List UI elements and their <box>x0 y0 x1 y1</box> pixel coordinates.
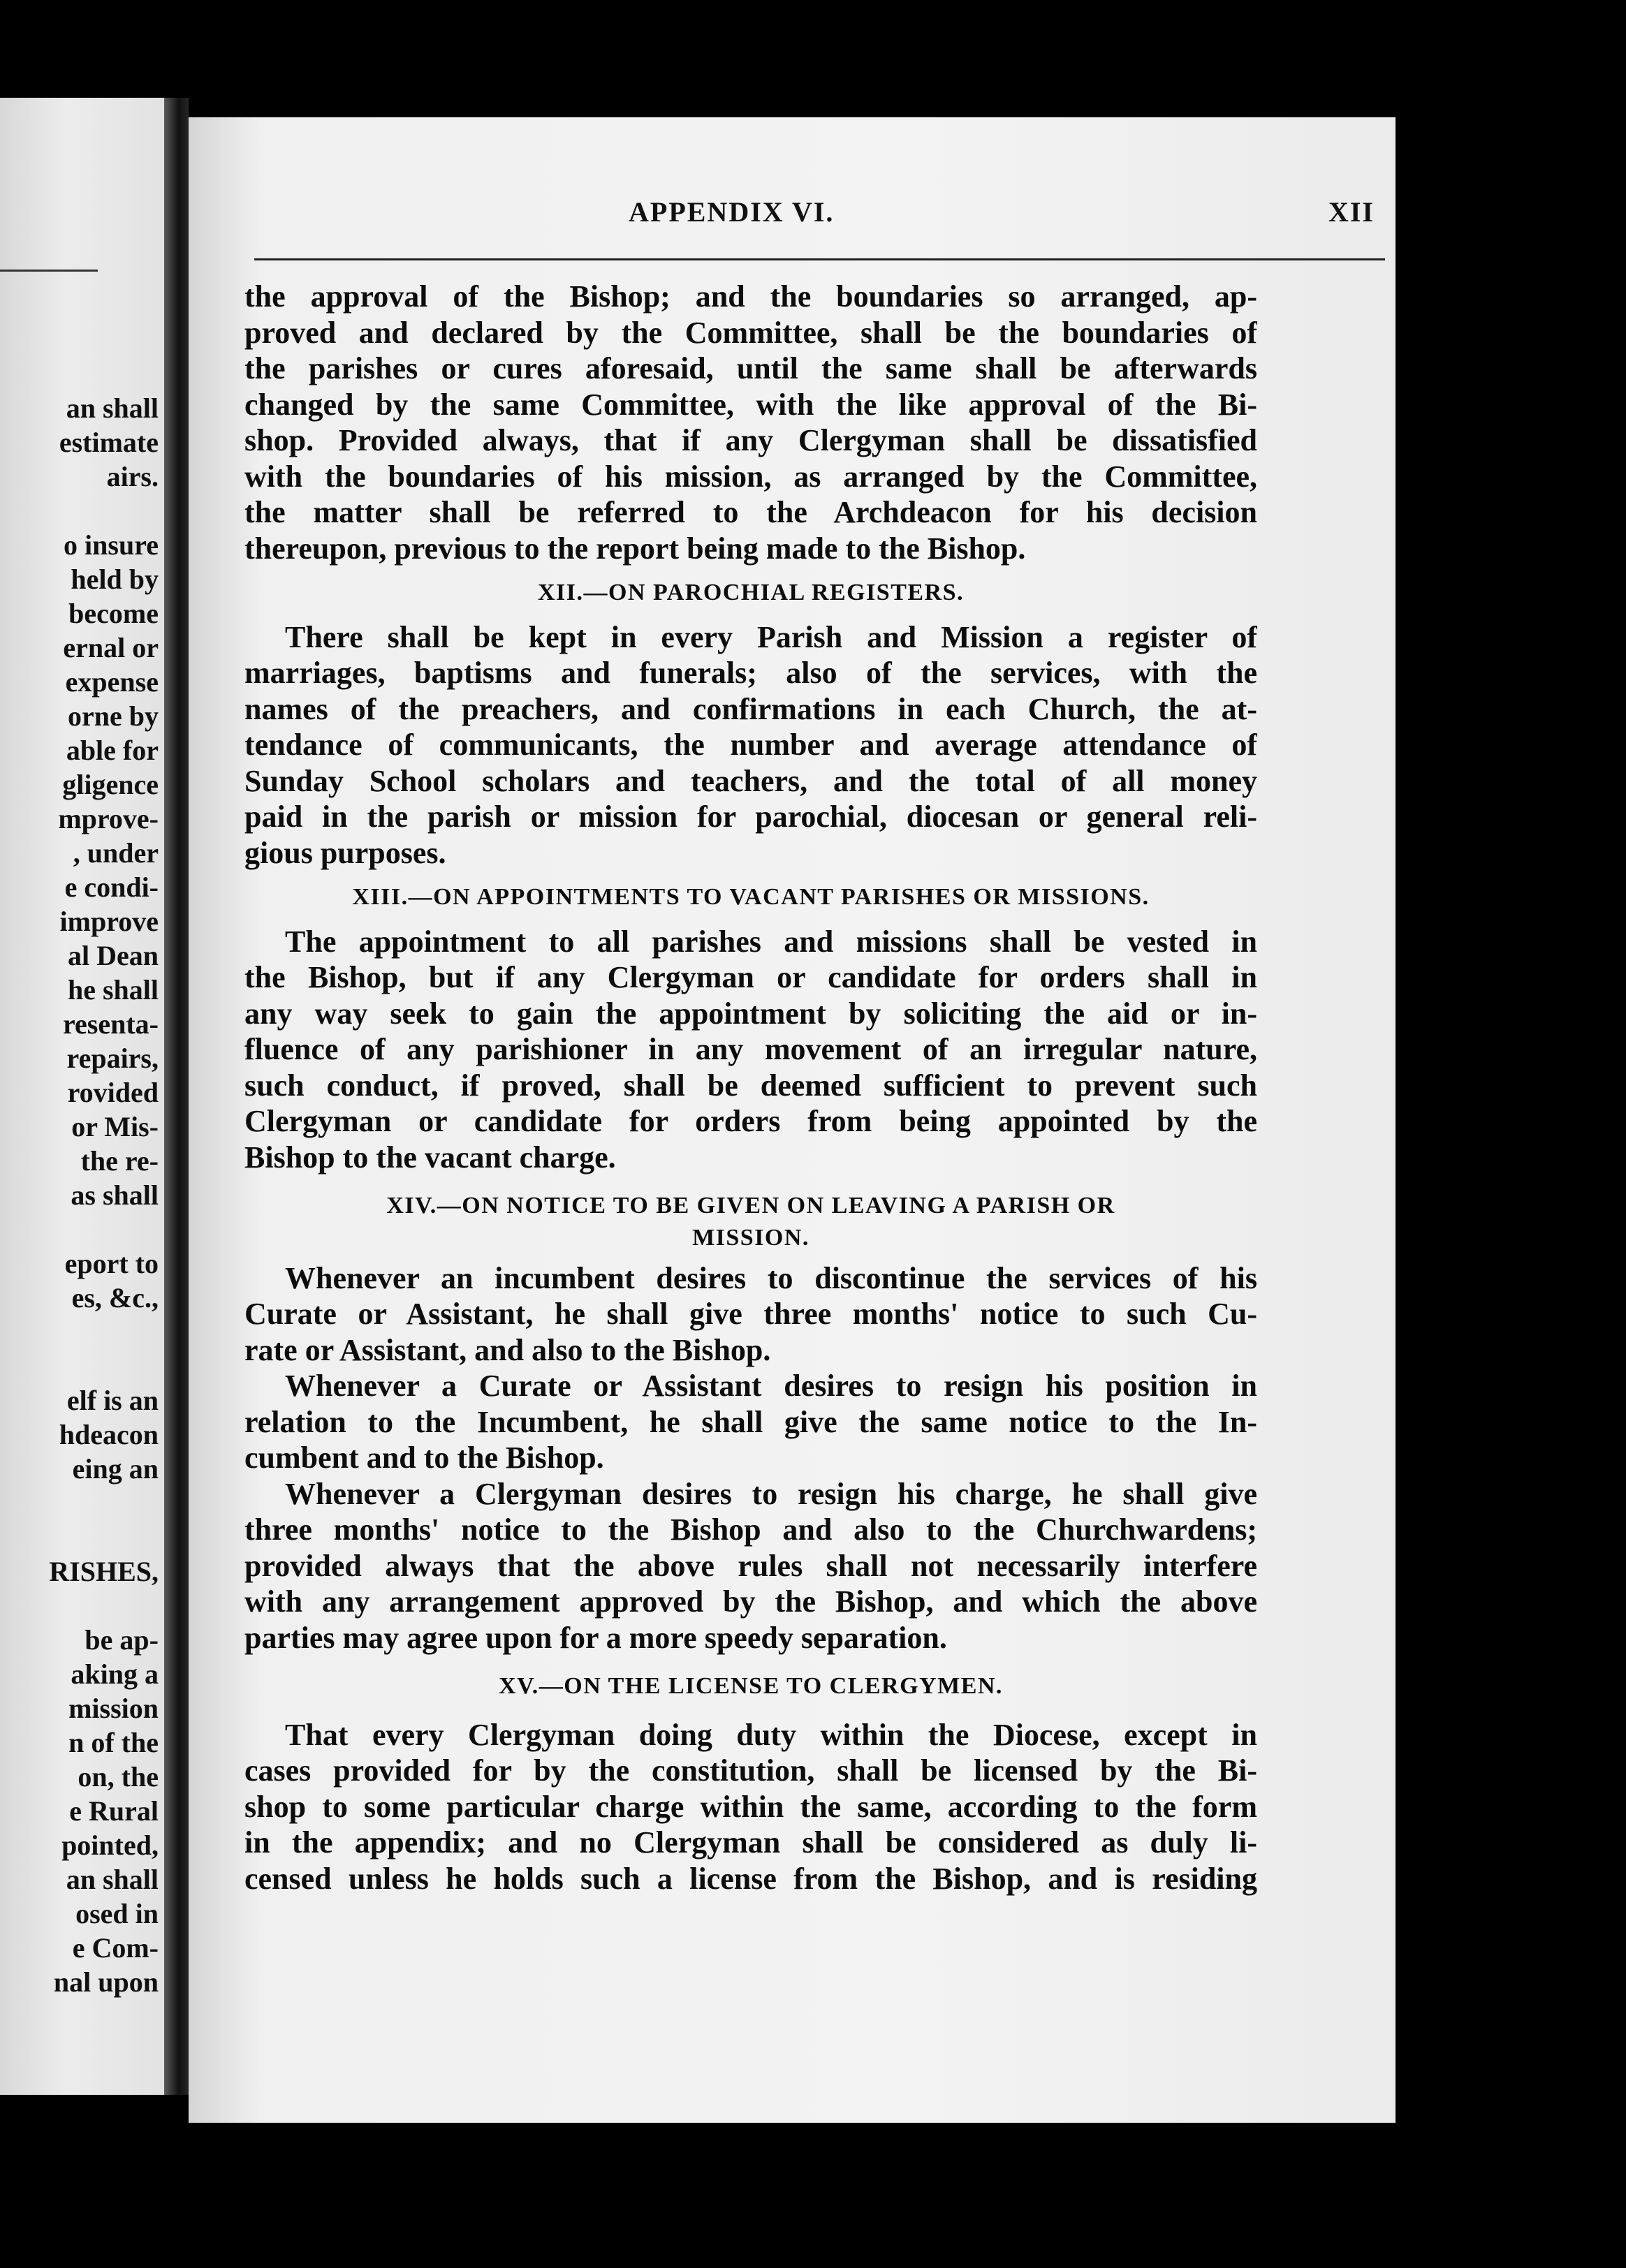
left-page-line: eing an <box>72 1453 159 1485</box>
text-line: the matter shall be referred to the Archdeacon for his decision <box>244 495 1257 529</box>
text-line: with any arrangement approved by the Bishop, and which the above <box>244 1584 1257 1619</box>
left-page-line: an shall <box>66 1864 159 1895</box>
text-line: Sunday School scholars and teachers, and the total of all money <box>244 763 1257 798</box>
paragraph-incumbent-notice <box>244 1260 1257 1369</box>
left-page-line: the re- <box>80 1145 159 1177</box>
text-line: rate or Assistant, and also to the Bishop. <box>244 1332 771 1367</box>
text-line: the approval of the Bishop; and the boundaries so arranged, ap- <box>244 279 1257 314</box>
text-line: There shall be kept in every Parish and Mission a register of <box>285 619 1257 654</box>
paragraph-parochial-registers <box>244 619 1257 871</box>
left-facing-page <box>0 98 164 2095</box>
text-line: paid in the parish or mission for parochial, diocesan or general reli- <box>244 800 1257 834</box>
left-page-line: hdeacon <box>59 1419 159 1450</box>
left-page-line: able for <box>66 735 159 766</box>
text-line: Whenever a Curate or Assistant desires to resign his position in <box>285 1369 1257 1403</box>
text-line: Bishop to the vacant charge. <box>244 1140 616 1174</box>
left-page-line: he shall <box>67 974 159 1006</box>
left-page-line: es, &c., <box>71 1282 159 1313</box>
left-page-line: mission <box>68 1693 159 1724</box>
header-rule <box>254 258 1385 260</box>
left-page-rule <box>0 270 98 272</box>
main-page <box>189 117 1396 2123</box>
left-page-line: airs. <box>106 461 159 492</box>
text-line: shop to some particular charge within the same, according to the form <box>244 1789 1257 1824</box>
left-page-line: RISHES, <box>49 1556 159 1587</box>
left-page-line: on, the <box>78 1761 159 1792</box>
left-page-line: o insure <box>64 529 159 561</box>
text-line: relation to the Incumbent, he shall give the same notice to the In- <box>244 1404 1257 1439</box>
text-line: the parishes or cures aforesaid, until the same shall be afterwards <box>244 351 1257 385</box>
left-page-line: aking a <box>71 1658 159 1690</box>
left-page-line: osed in <box>75 1898 159 1929</box>
left-page-line: orne by <box>68 700 159 732</box>
text-line: parties may agree upon for a more speedy separation. <box>244 1620 947 1655</box>
page-number: XII <box>1328 196 1375 228</box>
section-heading-xiv: XIV.—ON NOTICE TO BE GIVEN ON LEAVING A PARISH OR <box>386 1193 1115 1218</box>
left-page-line: be ap- <box>85 1624 159 1656</box>
left-page-line <box>0 1589 159 1623</box>
text-line: provided always that the above rules shall not necessarily interfere <box>244 1548 1257 1583</box>
text-line: Whenever an incumbent desires to discontinue the services of his <box>285 1260 1257 1295</box>
left-page-line: become <box>68 598 159 629</box>
left-page-line <box>0 1520 159 1554</box>
running-title: APPENDIX VI. <box>629 196 835 228</box>
left-page-line: rovided <box>67 1077 159 1108</box>
left-page-line: nal upon <box>53 1966 159 1998</box>
text-line: such conduct, if proved, shall be deemed sufficient to prevent such <box>244 1068 1257 1103</box>
text-line: cumbent and to the Bishop. <box>244 1441 604 1475</box>
text-line: names of the preachers, and confirmations in each Church, the at- <box>244 691 1257 726</box>
paragraph-vacant-parishes <box>244 924 1257 1176</box>
left-page-line: ernal or <box>63 632 159 663</box>
page-body <box>244 279 1257 1897</box>
paragraph-curate-notice <box>244 1368 1257 1476</box>
text-line: the Bishop, but if any Clergyman or candidate for orders shall in <box>244 960 1257 994</box>
section-heading-xiv-continued: MISSION. <box>692 1224 810 1251</box>
left-page-line: improve <box>59 906 159 937</box>
left-page-line <box>0 1212 159 1246</box>
left-page-line <box>0 1349 159 1383</box>
text-line: gious purposes. <box>244 835 446 870</box>
left-page-text <box>0 391 159 1999</box>
text-line: with the boundaries of his mission, as arranged by the Committee, <box>244 459 1257 494</box>
left-page-line: e condi- <box>64 871 159 903</box>
left-page-line: al Dean <box>68 940 159 971</box>
text-line: proved and declared by the Committee, shall be the boundaries of <box>244 315 1257 350</box>
left-page-line <box>0 1486 159 1520</box>
text-line: marriages, baptisms and funerals; also of the services, with the <box>244 656 1257 690</box>
left-page-line: mprove- <box>58 803 159 834</box>
left-page-line: estimate <box>59 427 159 458</box>
left-page-line: e Rural <box>69 1795 159 1827</box>
text-line: changed by the same Committee, with the like approval of the Bi- <box>244 387 1257 422</box>
left-page-line <box>0 1315 159 1349</box>
left-page-line: e Com- <box>72 1932 159 1964</box>
text-line: The appointment to all parishes and missions shall be vested in <box>285 924 1257 959</box>
running-head <box>189 196 1396 244</box>
left-page-line: resenta- <box>63 1008 159 1040</box>
left-page-line: an shall <box>66 392 159 424</box>
page-gutter <box>164 98 189 2095</box>
text-line: fluence of any parishioner in any movement of an irregular nature, <box>244 1032 1257 1066</box>
paragraph-boundaries-continued <box>244 279 1257 566</box>
text-line: censed unless he holds such a license from the Bishop, and is residing <box>244 1861 1257 1896</box>
text-line: three months' notice to the Bishop and also to the Churchwardens; <box>244 1512 1257 1547</box>
left-page-line: as shall <box>71 1179 159 1211</box>
text-line: in the appendix; and no Clergyman shall be considered as duly li- <box>244 1825 1257 1860</box>
left-page-line: or Mis- <box>71 1111 159 1142</box>
left-page-line: elf is an <box>66 1385 159 1416</box>
left-page-line: expense <box>65 666 159 698</box>
left-page-line <box>0 494 159 528</box>
text-line: tendance of communicants, the number and average attendance of <box>244 728 1257 762</box>
text-line: That every Clergyman doing duty within the Diocese, except in <box>285 1717 1257 1752</box>
left-page-line: gligence <box>62 769 159 800</box>
left-page-line: , under <box>73 837 159 869</box>
section-heading-xv: XV.—ON THE LICENSE TO CLERGYMEN. <box>499 1673 1003 1699</box>
section-heading-xii: XII.—ON PAROCHIAL REGISTERS. <box>537 580 965 605</box>
left-page-line: n of the <box>68 1727 159 1758</box>
text-line: thereupon, previous to the report being made to the Bishop. <box>244 531 1026 566</box>
left-page-line: held by <box>71 564 159 595</box>
text-line: Curate or Assistant, he shall give three months' notice to such Cu- <box>244 1297 1257 1331</box>
left-page-line: pointed, <box>61 1829 159 1861</box>
paragraph-license <box>244 1717 1257 1897</box>
text-line: any way seek to gain the appointment by soliciting the aid or in- <box>244 996 1257 1031</box>
text-line: cases provided for by the constitution, shall be licensed by the Bi- <box>244 1753 1257 1788</box>
paragraph-clergyman-notice <box>244 1476 1257 1656</box>
text-line: Whenever a Clergyman desires to resign his charge, he shall give <box>285 1476 1257 1511</box>
left-page-line: eport to <box>64 1248 159 1279</box>
text-line: shop. Provided always, that if any Clergyman shall be dissatisfied <box>244 423 1257 457</box>
text-line: Clergyman or candidate for orders from being appointed by the <box>244 1104 1257 1138</box>
left-page-line: repairs, <box>66 1043 159 1074</box>
section-heading-xiii: XIII.—ON APPOINTMENTS TO VACANT PARISHES OR MISSIONS. <box>352 884 1150 910</box>
